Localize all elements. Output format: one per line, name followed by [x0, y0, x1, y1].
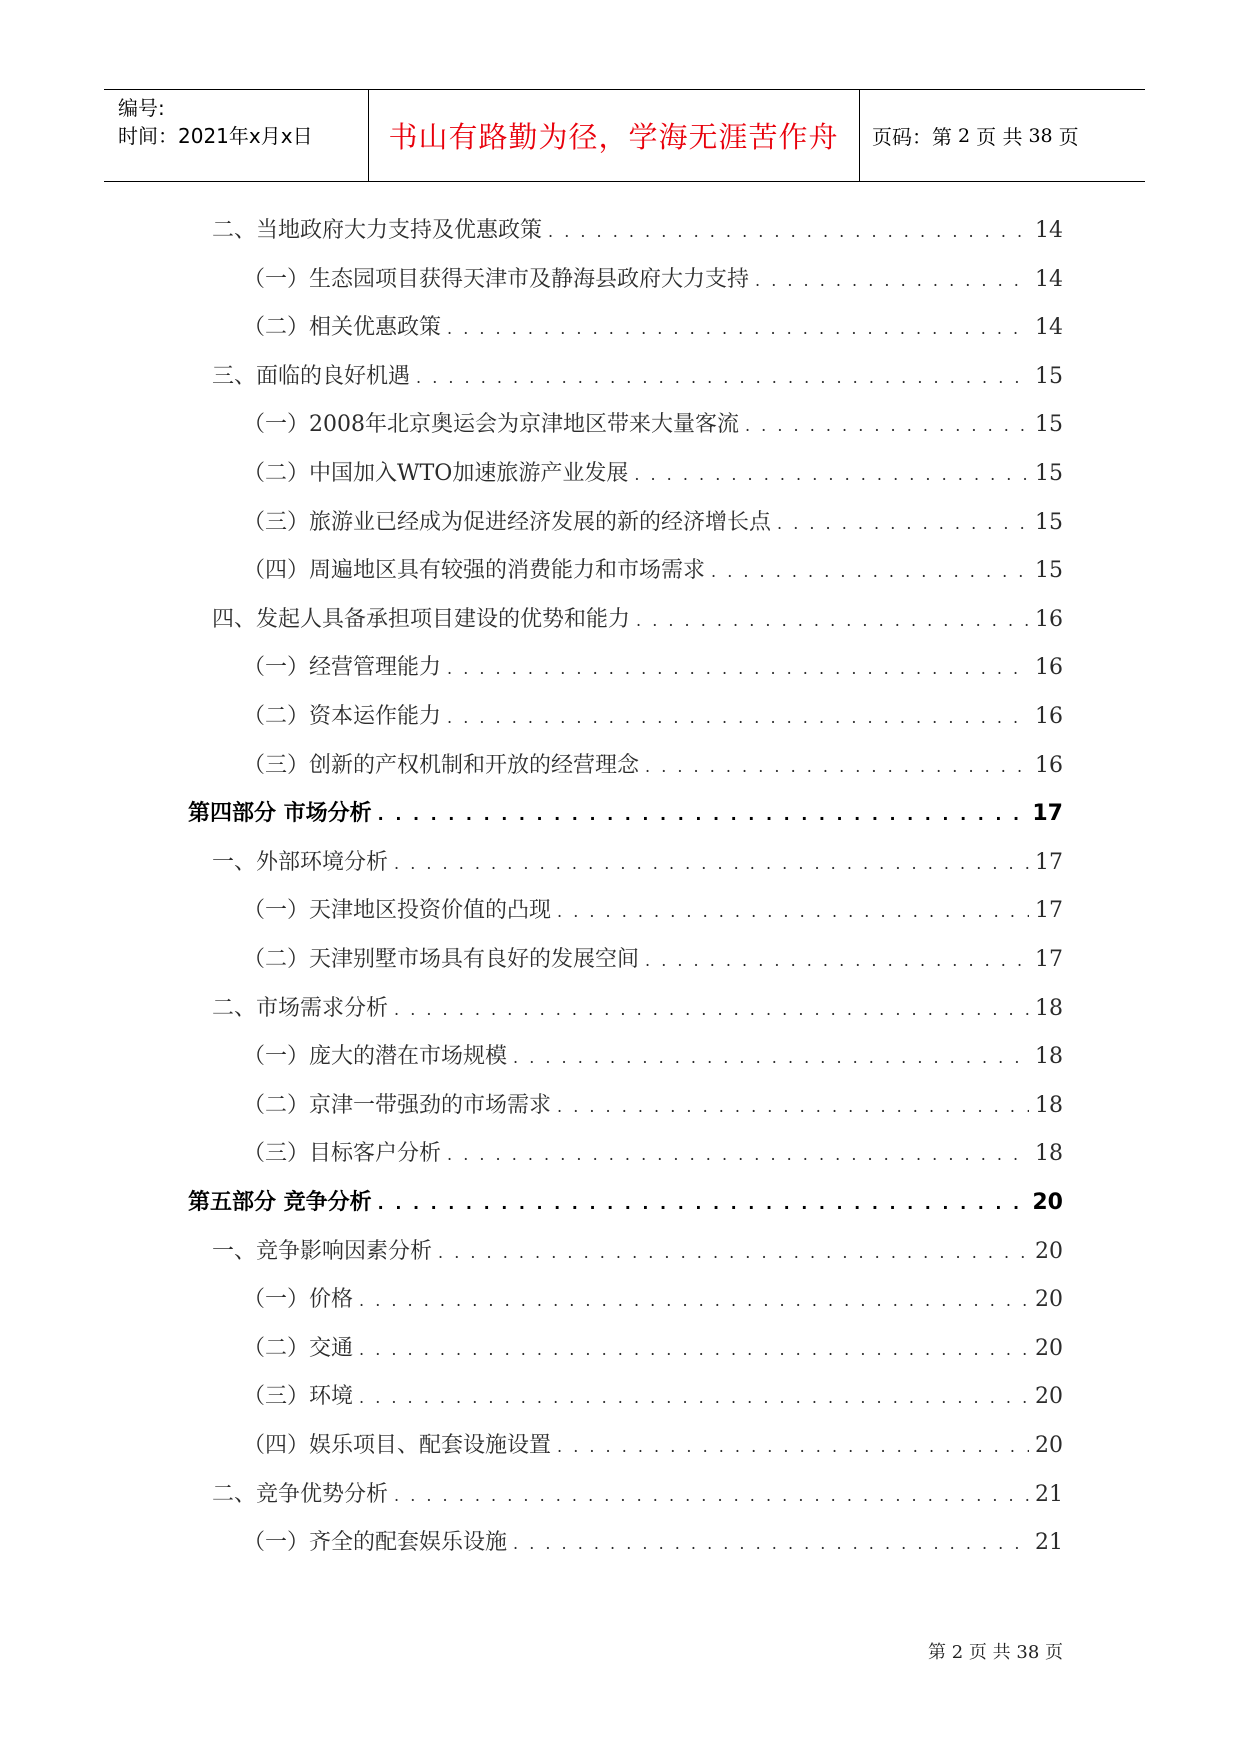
toc-entry[interactable]	[212, 847, 1063, 879]
toc-entry-page: 18	[1035, 995, 1063, 1021]
toc-entry-page: 17	[1032, 801, 1063, 827]
toc-entry-title: 第五部分 竞争分析	[188, 1190, 372, 1215]
toc-entry[interactable]	[212, 1479, 1063, 1511]
toc-entry-title: （二）京津一带强劲的市场需求	[243, 1092, 552, 1118]
toc-entry[interactable]	[243, 1090, 1063, 1122]
toc-leader-dots	[513, 1042, 1029, 1074]
toc-leader-dots	[645, 751, 1029, 783]
toc-entry-title: 二、竞争优势分析	[212, 1481, 389, 1507]
document-number-label: 编号:	[118, 96, 165, 120]
page-header	[104, 89, 1145, 182]
toc-leader-dots	[394, 994, 1029, 1026]
toc-entry-title: （二）天津别墅市场具有良好的发展空间	[243, 947, 640, 972]
toc-entry-title: 第四部分 市场分析	[188, 801, 372, 827]
toc-leader-dots	[636, 605, 1029, 637]
toc-entry[interactable]	[243, 507, 1063, 539]
page-total: 38	[1028, 124, 1053, 147]
toc-entry[interactable]	[243, 1138, 1063, 1170]
toc-leader-dots	[513, 1528, 1029, 1560]
toc-leader-dots	[359, 1382, 1029, 1414]
toc-entry-title: 一、竞争影响因素分析	[212, 1238, 433, 1264]
toc-entry-page: 15	[1035, 558, 1063, 584]
toc-entry-page: 17	[1035, 849, 1063, 875]
toc-entry[interactable]	[243, 701, 1063, 733]
toc-leader-dots	[557, 1091, 1029, 1123]
toc-entry[interactable]	[243, 1333, 1063, 1365]
toc-entry-title: （二）资本运作能力	[243, 704, 442, 729]
toc-entry-page: 17	[1035, 947, 1063, 972]
toc-leader-dots	[745, 410, 1029, 442]
toc-entry-title: 四、发起人具备承担项目建设的优势和能力	[212, 606, 631, 632]
toc-leader-dots	[755, 265, 1029, 297]
toc-entry-title: 二、市场需求分析	[212, 995, 389, 1021]
toc-entry[interactable]	[243, 555, 1063, 587]
toc-entry-title: （二）中国加入WTO加速旅游产业发展	[243, 461, 629, 486]
page-footer: 第 2 页 共 38 页	[928, 1642, 1063, 1663]
page-mid: 页 共	[976, 125, 1023, 149]
toc-entry-title: （一）齐全的配套娱乐设施	[243, 1530, 508, 1556]
toc-leader-dots	[447, 702, 1029, 734]
toc-entry[interactable]	[188, 1187, 1063, 1219]
toc-entry[interactable]	[243, 458, 1063, 490]
toc-entry[interactable]	[243, 409, 1063, 441]
toc-leader-dots	[378, 799, 1027, 831]
toc-leader-dots	[416, 362, 1029, 394]
toc-entry-page: 15	[1035, 363, 1063, 389]
toc-entry-page: 20	[1035, 1238, 1063, 1264]
toc-entry-title: 一、外部环境分析	[212, 849, 389, 875]
header-motto: 书山有路勤为径，学海无涯苦作舟	[388, 120, 839, 154]
header-page-info	[872, 90, 1079, 181]
toc-entry-title: （二）交通	[243, 1335, 354, 1361]
toc-entry-title: （三）旅游业已经成为促进经济发展的新的经济增长点	[243, 509, 772, 535]
header-meta	[118, 94, 313, 150]
toc-entry-title: （一）经营管理能力	[243, 655, 442, 681]
toc-entry-page: 21	[1035, 1481, 1063, 1507]
toc-entry[interactable]	[243, 312, 1063, 344]
page-prefix: 页码：第	[872, 125, 952, 149]
toc-leader-dots	[711, 556, 1029, 588]
toc-leader-dots	[438, 1237, 1029, 1269]
toc-entry[interactable]	[243, 944, 1063, 976]
toc-entry-title: （三）创新的产权机制和开放的经营理念	[243, 752, 640, 778]
toc-leader-dots	[447, 1139, 1029, 1171]
toc-leader-dots	[557, 896, 1029, 928]
page-current: 2	[958, 124, 971, 147]
toc-entry-page: 17	[1035, 898, 1063, 924]
toc-entry[interactable]	[243, 1381, 1063, 1413]
toc-entry-page: 15	[1035, 509, 1063, 535]
toc-entry[interactable]	[243, 1041, 1063, 1073]
toc-entry-page: 16	[1035, 606, 1063, 632]
toc-leader-dots	[634, 459, 1029, 491]
toc-entry-page: 20	[1035, 1433, 1063, 1458]
toc-entry-page: 14	[1035, 266, 1063, 292]
toc-entry[interactable]	[188, 798, 1063, 830]
toc-entry-page: 14	[1035, 218, 1063, 243]
toc-entry-page: 20	[1032, 1190, 1063, 1215]
toc-entry[interactable]	[243, 750, 1063, 782]
toc-entry-page: 20	[1035, 1384, 1063, 1410]
toc-entry-page: 18	[1035, 1092, 1063, 1118]
toc-entry-page: 16	[1035, 752, 1063, 778]
toc-leader-dots	[447, 313, 1029, 345]
toc-entry[interactable]	[212, 215, 1063, 247]
toc-leader-dots	[394, 848, 1029, 880]
toc-entry[interactable]	[243, 1284, 1063, 1316]
toc-entry-title: 二、当地政府大力支持及优惠政策	[212, 218, 543, 243]
toc-leader-dots	[359, 1285, 1029, 1317]
toc-leader-dots	[557, 1431, 1029, 1463]
toc-entry[interactable]	[212, 604, 1063, 636]
toc-entry-title: （一）天津地区投资价值的凸现	[243, 898, 552, 924]
toc-entry[interactable]	[243, 264, 1063, 296]
toc-leader-dots	[645, 945, 1029, 977]
toc-leader-dots	[378, 1188, 1027, 1220]
toc-entry[interactable]	[212, 1236, 1063, 1268]
toc-entry-title: （一）价格	[243, 1287, 354, 1313]
header-divider	[859, 90, 860, 181]
toc-entry-title: （四）周遍地区具有较强的消费能力和市场需求	[243, 558, 706, 584]
toc-entry-page: 16	[1035, 704, 1063, 729]
toc-entry-title: 三、面临的良好机遇	[212, 363, 411, 389]
toc-entry-page: 15	[1035, 461, 1063, 486]
toc-entry-page: 18	[1035, 1141, 1063, 1167]
toc-entry-title: （三）环境	[243, 1384, 354, 1410]
toc-entry[interactable]	[212, 361, 1063, 393]
toc-entry-title: （二）相关优惠政策	[243, 315, 442, 341]
toc-leader-dots	[548, 216, 1029, 248]
toc-leader-dots	[359, 1334, 1029, 1366]
toc-leader-dots	[394, 1480, 1029, 1512]
toc-entry-page: 21	[1035, 1530, 1063, 1556]
toc-leader-dots	[447, 653, 1029, 685]
toc-entry-page: 18	[1035, 1044, 1063, 1070]
toc-leader-dots	[777, 508, 1029, 540]
toc-entry-title: （一）生态园项目获得天津市及静海县政府大力支持	[243, 266, 750, 292]
toc-entry-page: 14	[1035, 315, 1063, 341]
toc-entry-title: （四）娱乐项目、配套设施设置	[243, 1433, 552, 1458]
toc-entry[interactable]	[212, 993, 1063, 1025]
toc-entry[interactable]	[243, 1430, 1063, 1462]
toc-entry-page: 20	[1035, 1287, 1063, 1313]
toc-entry-page: 20	[1035, 1335, 1063, 1361]
toc-entry-page: 15	[1035, 412, 1063, 438]
toc-entry-title: （一）庞大的潜在市场规模	[243, 1044, 508, 1070]
toc-entry[interactable]	[243, 895, 1063, 927]
toc-entry-page: 16	[1035, 655, 1063, 681]
toc-entry-title: （三）目标客户分析	[243, 1141, 442, 1167]
toc-entry[interactable]	[243, 652, 1063, 684]
document-time-label: 时间：2021年x月x日	[118, 124, 313, 148]
toc-entry-title: （一）2008年北京奥运会为京津地区带来大量客流	[243, 412, 739, 438]
page-suffix: 页	[1058, 125, 1079, 149]
toc-entry[interactable]	[243, 1527, 1063, 1559]
